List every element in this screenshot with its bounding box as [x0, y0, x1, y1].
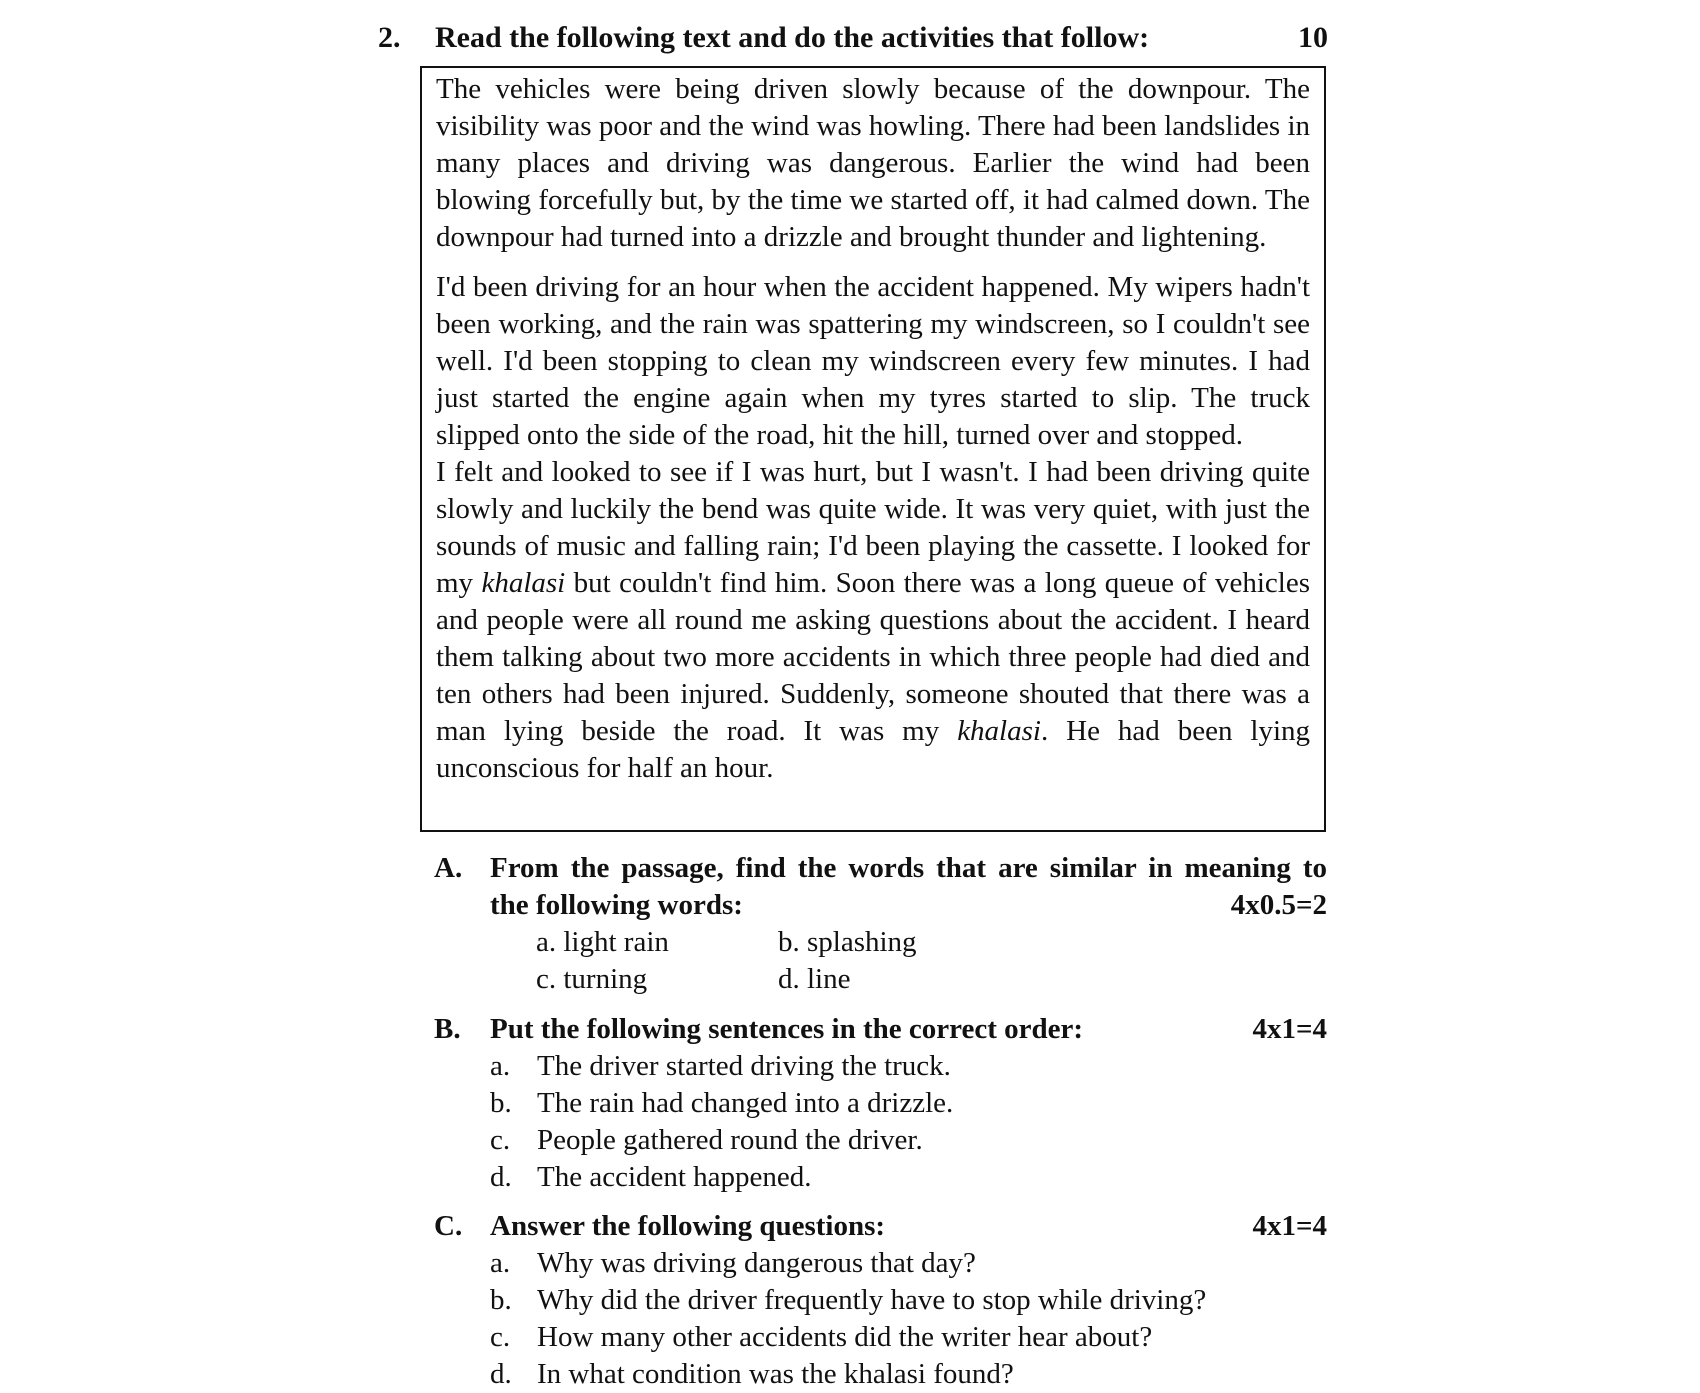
- item-label: c.: [490, 1124, 511, 1156]
- passage-text: . He had been lying unconscious for half an hour.: [436, 715, 1310, 784]
- question-instruction: Read the following text and do the activities that follow:: [435, 21, 1150, 54]
- item-label: b.: [490, 1087, 512, 1119]
- item-label: a.: [490, 1050, 511, 1082]
- section-a: [434, 850, 1327, 998]
- section-c: [434, 1208, 1327, 1393]
- section-c-title: Answer the following questions:: [490, 1210, 886, 1242]
- list-item: [434, 1319, 1327, 1356]
- passage-paragraph-2: I'd been driving for an hour when the accident happened. My wipers hadn't been working, and the rain was spattering my windscreen, so I couldn't see well. I'd been stopping to clean my windscreen every few minutes. I had just started the engine again when my tyres started to slip. The truck slipped onto the side of the road, hit the hill, turned over and stopped.: [436, 271, 1310, 451]
- word-list: [536, 924, 1327, 998]
- item-text: The accident happened.: [537, 1161, 812, 1193]
- item-label: b.: [490, 1284, 512, 1316]
- section-a-line-1: From the passage, find the words that are similar in meaning to: [490, 852, 1327, 884]
- list-item: b. splashing: [778, 926, 917, 958]
- section-letter: B.: [434, 1013, 461, 1045]
- section-letter: A.: [434, 852, 463, 884]
- section-a-heading: [434, 850, 1327, 887]
- section-b-heading: [434, 1011, 1327, 1048]
- section-marks: 4x0.5=2: [1230, 889, 1327, 921]
- item-text: People gathered round the driver.: [537, 1124, 923, 1156]
- section-c-heading: [434, 1208, 1327, 1245]
- list-item: [434, 1085, 1327, 1122]
- list-item: c. turning: [536, 963, 648, 995]
- reading-passage: [420, 66, 1326, 832]
- item-label: d.: [490, 1161, 512, 1193]
- item-label: a.: [490, 1247, 511, 1279]
- question-header: [378, 16, 1328, 60]
- item-label: c.: [490, 1321, 511, 1353]
- list-item: [434, 1245, 1327, 1282]
- passage-text: I felt and looked to see if I was hurt, but I wasn't. I had been driving quite slowly and luckily the bend was quite wide. It was very quiet, with just the sounds of music and falling rain; I'd been playing the cassette. I looked for my: [436, 456, 1310, 599]
- section-b-title: Put the following sentences in the correct order:: [490, 1013, 1084, 1045]
- item-text: The rain had changed into a drizzle.: [537, 1087, 954, 1119]
- section-marks: 4x1=4: [1252, 1013, 1327, 1045]
- item-text: Why was driving dangerous that day?: [537, 1247, 976, 1279]
- section-a-line-2: the following words:: [490, 889, 743, 921]
- list-item: [434, 1282, 1327, 1319]
- section-a-heading-2: [434, 887, 1327, 924]
- list-item: [434, 1356, 1327, 1393]
- item-label: d.: [490, 1358, 512, 1390]
- item-text: The driver started driving the truck.: [537, 1050, 951, 1082]
- item-text: In what condition was the khalasi found?: [537, 1358, 1014, 1390]
- list-item: d. line: [778, 963, 851, 995]
- passage-paragraph-1: The vehicles were being driven slowly because of the downpour. The visibility was poor and the wind was howling. There had been landslides in many places and driving was dangerous. Earlier the wind had been blowing forcefully but, by the time we started off, it had calmed down. The downpour had turned into a drizzle and brought thunder and lightening.: [436, 73, 1310, 253]
- question-number: 2.: [378, 21, 401, 54]
- list-item: [434, 1122, 1327, 1159]
- passage-italic-term: khalasi: [481, 567, 566, 599]
- section-b: [434, 1011, 1327, 1196]
- list-item: a. light rain: [536, 926, 669, 958]
- section-marks: 4x1=4: [1252, 1210, 1327, 1242]
- section-letter: C.: [434, 1210, 463, 1242]
- list-item: [434, 1048, 1327, 1085]
- item-text: How many other accidents did the writer hear about?: [537, 1321, 1153, 1353]
- item-text: Why did the driver frequently have to stop while driving?: [537, 1284, 1207, 1316]
- passage-text: but couldn't find him. Soon there was a long queue of vehicles and people were all round me asking questions about the accident. I heard them talking about two more accidents in which three people had died and ten others had been injured. Suddenly, someone shouted that there was a man lying beside the road. It was my: [436, 567, 1310, 747]
- list-item: [434, 1159, 1327, 1196]
- question-marks: 10: [1298, 21, 1328, 54]
- passage-paragraph-3: [436, 454, 1310, 787]
- passage-italic-term: khalasi: [957, 715, 1041, 747]
